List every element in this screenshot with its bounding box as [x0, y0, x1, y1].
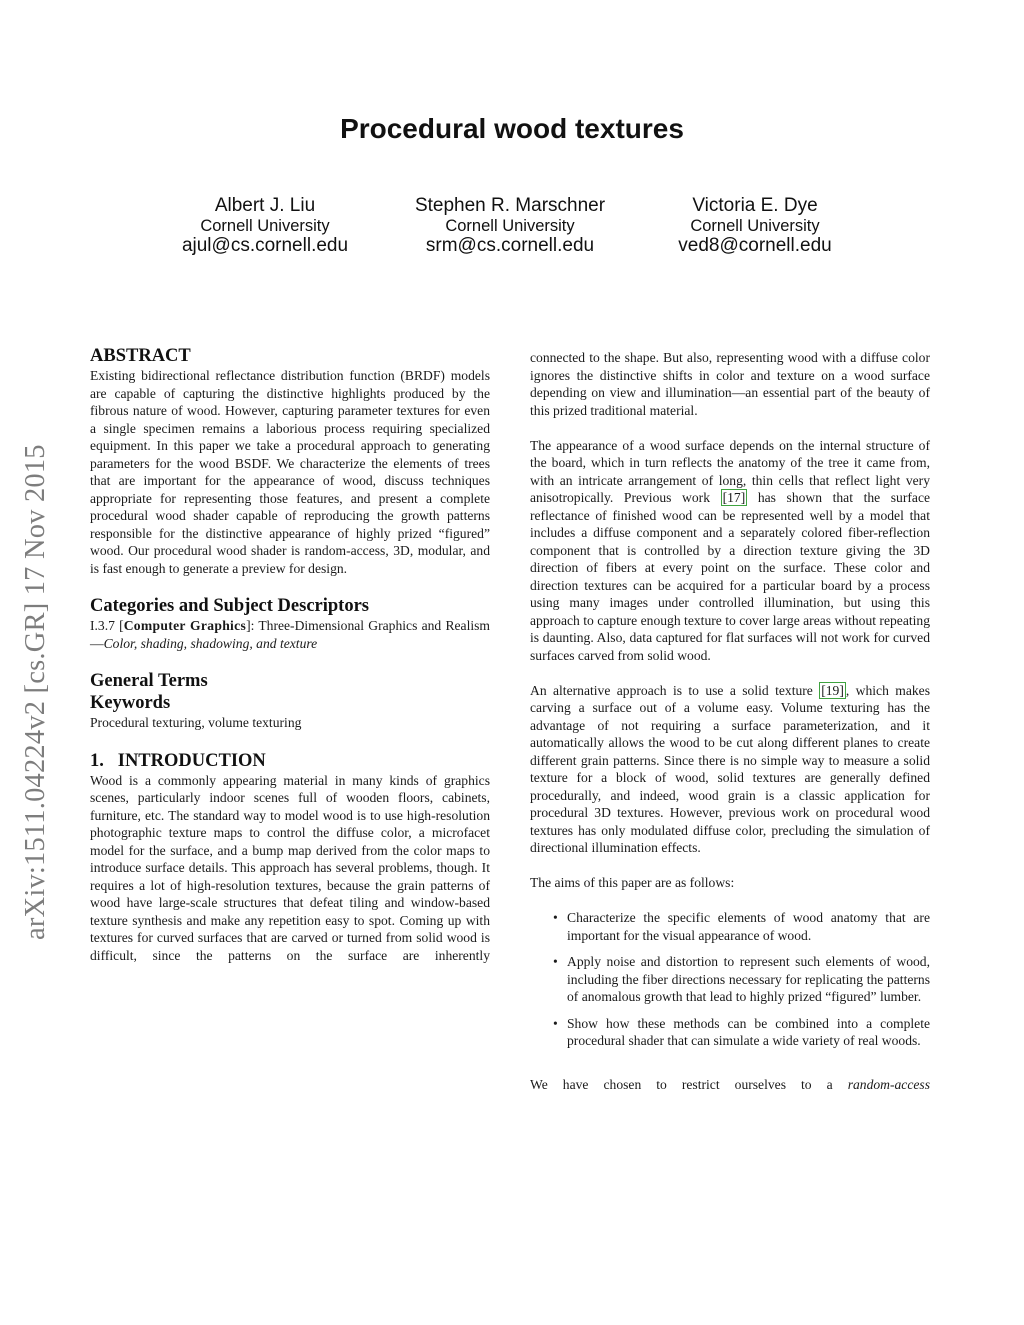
author-email[interactable]: ajul@cs.cornell.edu [181, 235, 349, 257]
paragraph-restrict [530, 1076, 930, 1094]
arxiv-identifier: arXiv:1511.04224v2 [cs.GR] 17 Nov 2015 [20, 444, 51, 940]
keywords-text: Procedural texturing, volume texturing [90, 715, 302, 730]
list-item: • Show how these methods can be combined into a complete procedural shader that can simulate a wide variety of real woods. [567, 1015, 930, 1050]
paper-title: Procedural wood textures [340, 113, 684, 144]
author-name: Victoria E. Dye [692, 195, 818, 216]
author-name: Albert J. Liu [214, 195, 316, 216]
emphasis-text: random-access [847, 1077, 930, 1092]
author-name: Stephen R. Marschner [414, 195, 606, 216]
general-terms-heading: General Terms [90, 671, 208, 691]
introduction-heading: 1. INTRODUCTION [90, 750, 266, 771]
paragraph-aims-intro: The aims of this paper are as follows: [530, 875, 735, 890]
author-affiliation: Cornell University [200, 216, 330, 235]
introduction-paragraph: Wood is a commonly appearing material in many kinds of graphics scenes, particularly indoor scenes full of wooden floors, cabinets, furniture, etc. The standard way to model wood is to use high-resolution photographic texture maps to control the diffuse color, a microfacet model for the surface, and a bump map derived from the color maps to introduce surface details. This approach has several problems, though. It requires a lot of high-resolution textures, because the grain patterns of wood have large-scale structures that defeat tiling and window-based texture synthesis and make any repetition easy to spot. Coming up with textures for curved surfaces that are carved or turned from solid wood is difficult, since the patterns on the surface are inherently [90, 772, 490, 963]
abstract-heading: ABSTRACT [90, 346, 191, 366]
paragraph-text: An alternative approach is to use a solid texture [530, 682, 820, 698]
list-item: • Apply noise and distortion to represent such elements of wood, including the fiber directions necessary for replicating the patterns of anomalous growth that lead to highly prized “figured” lumber. [567, 953, 930, 1006]
paragraph-text: , which makes carving a surface out of a volume easy. Volume texturing has the advantage of not requiring a surface parameterization, and it automatically allows the wood to be cut along different planes to create different grain patterns. Since there is no simple way to measure a solid texture for a block of wood, solid textures are generally defined procedurally, and indeed, wood grain is a classic application for procedural 3D textures. However, previous work on procedural wood textures has only modulated diffuse color, precluding the simulation of directional illumination effects. [530, 682, 930, 855]
author-block [135, 195, 395, 258]
paragraph-text: The appearance of a wood surface depends on the internal structure of the board, which in turn reflects the anatomy of the tree it came from, with an intricate arrangement of long, thin cells that reflect light very anisotropically. Previous work [530, 437, 930, 505]
paragraph-text: has shown that the surface reflectance of finished wood can be represented well by a model that includes a diffuse component and a separately colored fiber-reflection component that is controlled by a direction texture giving the 3D direction of fibers at every point on the surface. These color and direction textures can be acquired for a particular board by a process using many images under controlled illumination, but using this approach to capture enough texture to cover large areas without repeating is daunting. Also, data captured for flat surfaces will not work for curved surfaces carved from solid wood. [530, 490, 931, 663]
author-email[interactable]: srm@cs.cornell.edu [425, 235, 595, 257]
keywords-heading: Keywords [90, 693, 171, 713]
category-subfield: ]: Three-Dimensional Graphics and Realism— [90, 618, 491, 651]
author-affiliation: Cornell University [445, 216, 575, 235]
aims-list [530, 909, 930, 1050]
abstract-text: Existing bidirectional reflectance distribution function (BRDF) models are capable of capturing the distinctive highlights produced by the fibrous nature of wood. However, capturing parameter textures for even a single specimen remains a laborious process requiring specialized equipment. In this paper we take a procedural approach to generating parameters for the wood BSDF. We characterize the elements of trees that are important for the appearance of wood, discuss techniques appropriate for representing those features, and present a complete procedural wood shader capable of reproducing the growth patterns responsible for the distinctive appearance of highly prized “figured” wood. Our procedural wood shader is random-access, 3D, modular, and is fast enough to generate a preview for design. [90, 368, 490, 576]
paragraph-appearance [530, 437, 930, 665]
category-emphasis: Color, shading, shadowing, and texture [103, 635, 318, 651]
citation-link[interactable]: [17] [722, 490, 746, 505]
left-column [90, 345, 490, 964]
category-field: Computer Graphics [123, 618, 247, 633]
paragraph-alternative [530, 682, 930, 857]
category-code: I.3.7 [ [90, 618, 124, 633]
categories-heading: Categories and Subject Descriptors [90, 596, 369, 616]
author-block [625, 195, 885, 258]
author-block [380, 195, 640, 258]
paragraph-text: We have chosen to restrict ourselves to a [530, 1077, 848, 1092]
author-affiliation: Cornell University [690, 216, 820, 235]
right-column [530, 349, 930, 1094]
categories-text [90, 617, 490, 652]
paragraph-continued: connected to the shape. But also, representing wood with a diffuse color ignores the distinctive shifts in color and texture on a wood surface depending on view and illumination—an essential part of the beauty of this prized traditional material. [530, 350, 930, 418]
author-email[interactable]: ved8@cornell.edu [678, 235, 832, 257]
citation-link[interactable]: [19] [821, 682, 844, 698]
list-item: • Characterize the specific elements of wood anatomy that are important for the visual appearance of wood. [567, 909, 930, 944]
